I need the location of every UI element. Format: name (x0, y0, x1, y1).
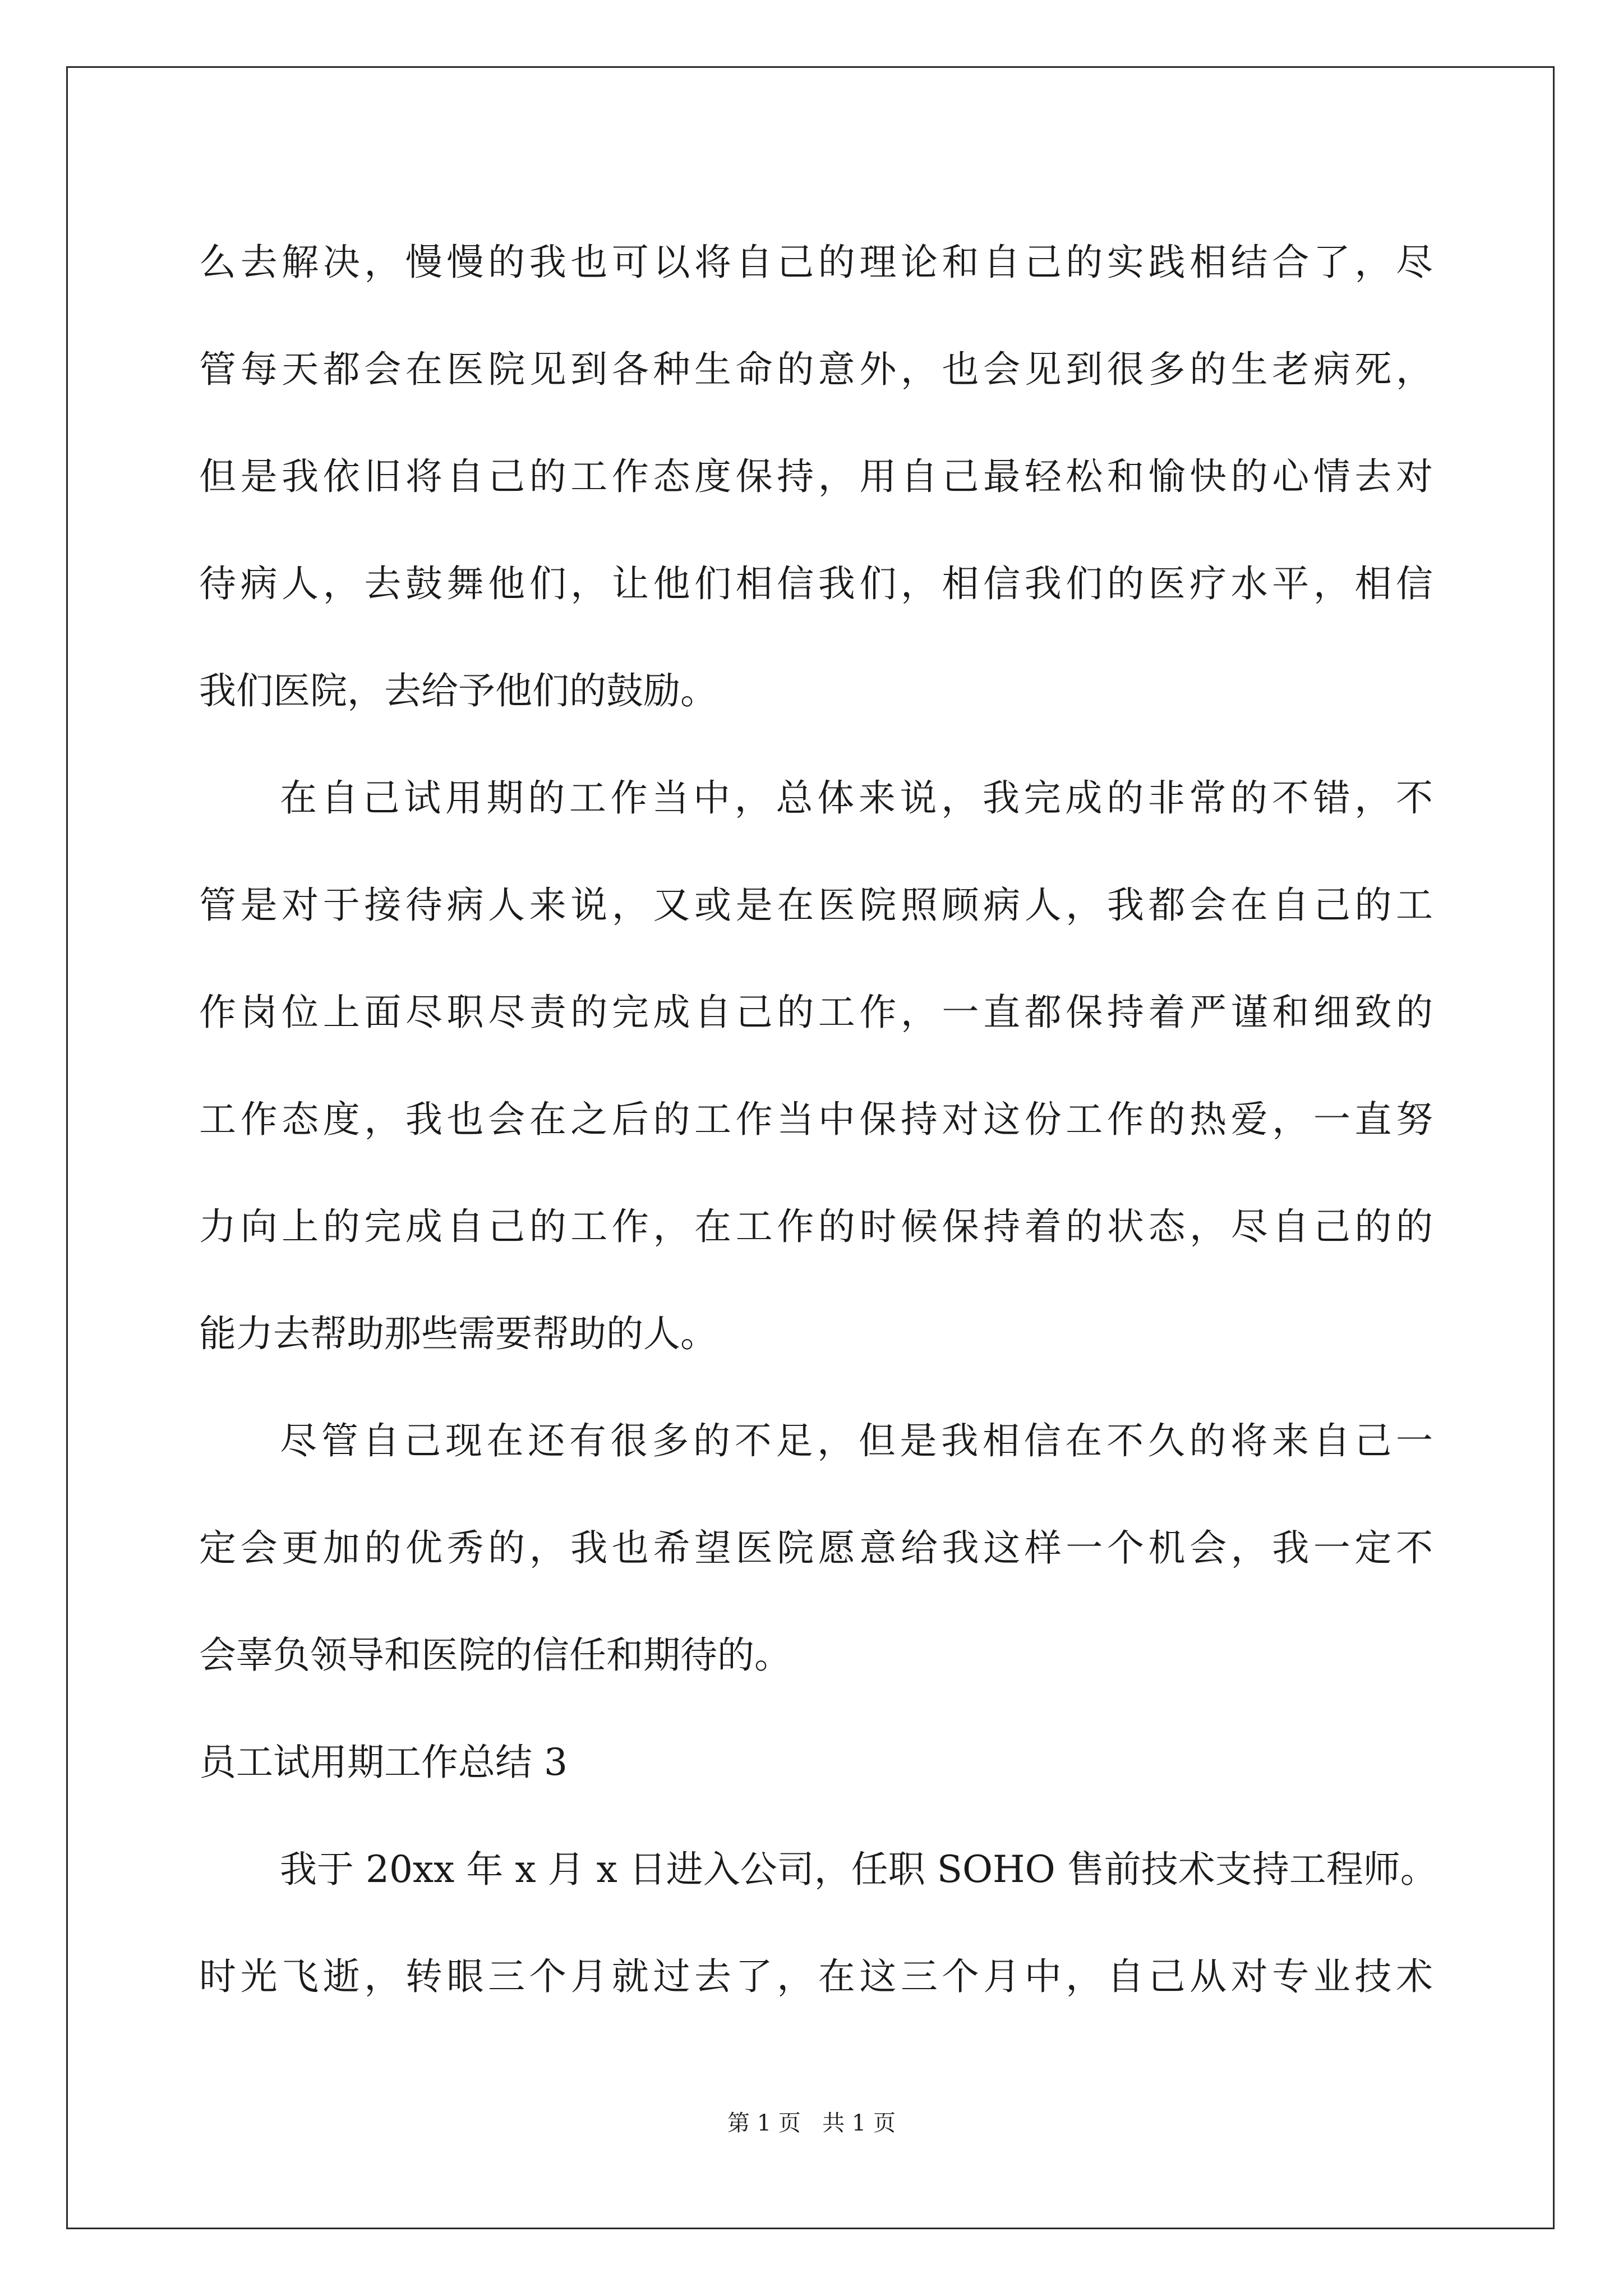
paragraph-first-line: 我于 20xx 年 x 月 x 日进入公司，任职 SOHO 售前技术支持工程师。 (280, 1848, 1437, 1891)
text-line: 我们医院，去给予他们的鼓励。 (199, 669, 717, 712)
text-line: 么去解决，慢慢的我也可以将自己的理论和自己的实践相结合了，尽 (199, 241, 1433, 284)
text-line: 待病人，去鼓舞他们，让他们相信我们，相信我们的医疗水平，相信 (199, 562, 1433, 605)
page-total: 共 1 页 (822, 2110, 896, 2136)
text-line: 力向上的完成自己的工作，在工作的时候保持着的状态，尽自己的的 (199, 1205, 1433, 1248)
text-line: 能力去帮助那些需要帮助的人。 (199, 1312, 717, 1355)
paragraph-first-line: 尽管自己现在还有很多的不足，但是我相信在不久的将来自己一 (280, 1419, 1433, 1462)
text-line: 作岗位上面尽职尽责的完成自己的工作，一直都保持着严谨和细致的 (199, 991, 1433, 1034)
page-footer (0, 2108, 1623, 2139)
text-line: 时光飞逝，转眼三个月就过去了，在这三个月中，自己从对专业技术 (199, 1955, 1433, 1998)
section-heading: 员工试用期工作总结 3 (199, 1741, 568, 1784)
text-line: 定会更加的优秀的，我也希望医院愿意给我这样一个机会，我一定不 (199, 1526, 1433, 1570)
text-line: 会辜负领导和医院的信任和期待的。 (199, 1634, 791, 1677)
document-body (199, 209, 1437, 2030)
text-line: 工作态度，我也会在之后的工作当中保持对这份工作的热爱，一直努 (199, 1098, 1433, 1141)
text-line: 但是我依旧将自己的工作态度保持，用自己最轻松和愉快的心情去对 (199, 455, 1433, 498)
paragraph-first-line: 在自己试用期的工作当中，总体来说，我完成的非常的不错，不 (280, 776, 1433, 820)
text-line: 管是对于接待病人来说，又或是在医院照顾病人，我都会在自己的工 (199, 884, 1433, 927)
page-number: 第 1 页 (727, 2110, 801, 2136)
text-line: 管每天都会在医院见到各种生命的意外，也会见到很多的生老病死， (199, 348, 1433, 391)
